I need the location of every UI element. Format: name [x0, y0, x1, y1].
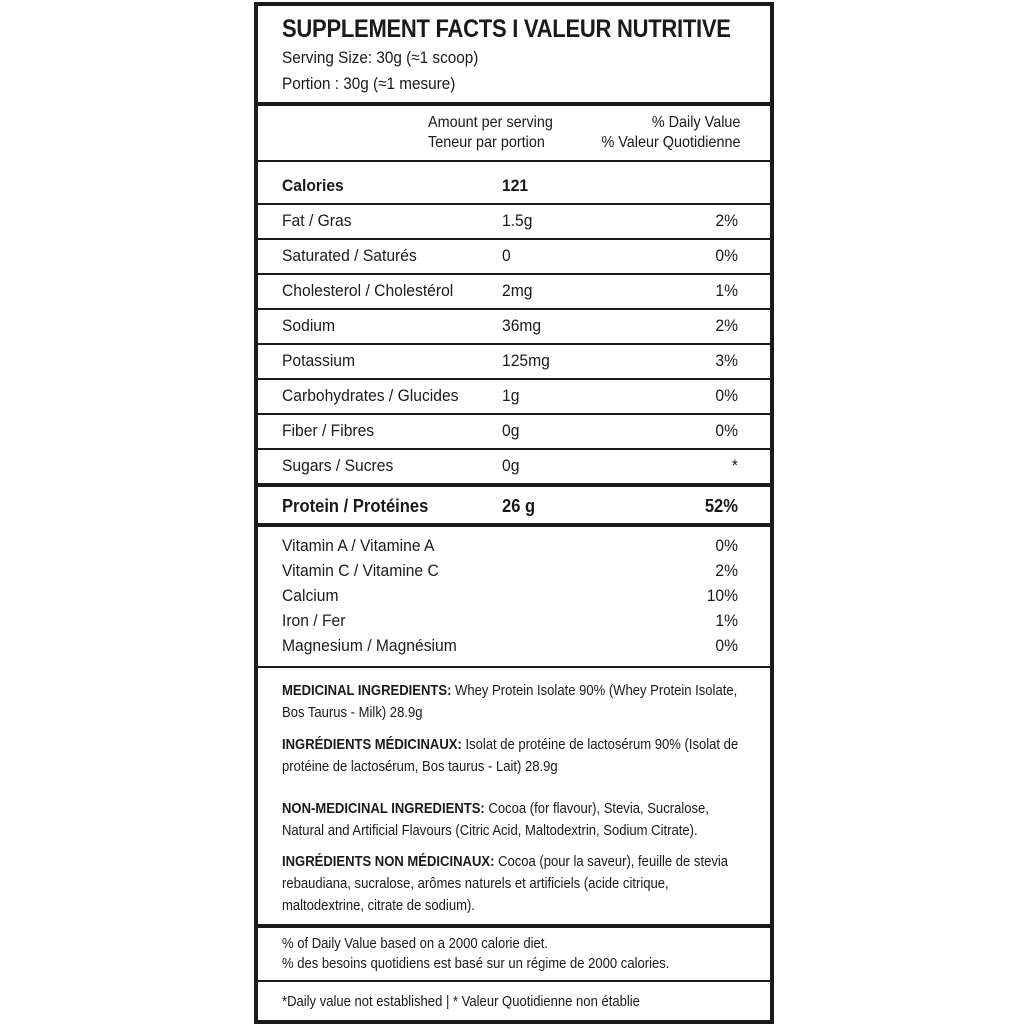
nutrient-amount: 0g: [502, 421, 520, 440]
vitamin-dv: 0%: [715, 636, 738, 655]
nutrient-dv: 3%: [715, 351, 738, 370]
nutrient-label: Cholesterol / Cholestérol: [282, 281, 454, 300]
vitamin-dv: 10%: [706, 586, 738, 605]
nutrient-amount: 36mg: [502, 316, 542, 335]
non-medicinal-ingredients-fr-heading: INGRÉDIENTS NON MÉDICINAUX:: [282, 854, 495, 870]
amount-header-fr: Teneur par portion: [428, 134, 545, 151]
nutrient-row-potassium: [258, 343, 770, 380]
nutrient-amount: 1g: [502, 386, 520, 405]
facts-title: SUPPLEMENT FACTS I VALEUR NUTRITIVE: [282, 15, 731, 43]
serving-size-fr: Portion : 30g (≈1 mesure): [282, 74, 456, 93]
non-medicinal-ingredients-fr: [282, 851, 750, 917]
vitamin-row-c: [258, 561, 770, 586]
dv-header-fr: % Valeur Quotidienne: [600, 134, 740, 151]
nutrient-amount: 1.5g: [502, 211, 533, 230]
supplement-facts-panel: [254, 2, 774, 1024]
nutrient-amount: 26 g: [502, 496, 536, 516]
nutrient-dv: 0%: [715, 246, 738, 265]
nutrient-row-carbohydrates: [258, 378, 770, 415]
divider: [258, 924, 770, 928]
nutrient-amount: 0: [502, 246, 511, 265]
vitamin-row-a: [258, 536, 770, 561]
medicinal-ingredients-fr-text: Isolat de protéine de lactosérum 90% (Isolat de protéine de lactosérum, Bos taurus - Lait) 28.9g: [282, 737, 739, 775]
facts-header: [258, 6, 770, 106]
nutrient-amount: 125mg: [502, 351, 550, 370]
nutrient-label: Potassium: [282, 351, 356, 370]
divider: [258, 666, 770, 668]
nutrient-row-protein: [258, 487, 770, 527]
non-medicinal-ingredients-en-text: Cocoa (for flavour), Stevia, Sucralose, Natural and Artificial Flavours (Citric Acid, Maltodextrin, Sodium Citrate).: [282, 801, 709, 839]
vitamin-label: Vitamin C / Vitamine C: [282, 561, 439, 580]
nutrient-amount: 0g: [502, 456, 520, 475]
medicinal-ingredients-fr-heading: INGRÉDIENTS MÉDICINAUX:: [282, 737, 462, 753]
vitamin-label: Calcium: [282, 586, 339, 605]
nutrient-row-sugars: [258, 448, 770, 487]
nutrient-row-fat: [258, 203, 770, 240]
daily-value-footnote-fr: % des besoins quotidiens est basé sur un régime de 2000 calories.: [282, 956, 670, 972]
nutrient-dv: 2%: [715, 316, 738, 335]
nutrient-dv: 52%: [704, 496, 738, 516]
non-medicinal-ingredients-en: [282, 798, 750, 842]
vitamin-dv: 0%: [715, 536, 738, 555]
medicinal-ingredients-en: [282, 680, 750, 724]
medicinal-ingredients-en-heading: MEDICINAL INGREDIENTS:: [282, 683, 452, 699]
non-medicinal-ingredients-fr-text: Cocoa (pour la saveur), feuille de stevia rebaudiana, sucralose, arômes naturels et artificiels (acide citrique, maltodextrine, citrate de sodium).: [282, 854, 729, 914]
not-established-footnote: *Daily value not established | * Valeur Quotidienne non établie: [282, 994, 640, 1010]
nutrient-label: Protein / Protéines: [282, 496, 429, 516]
medicinal-ingredients-en-text: Whey Protein Isolate 90% (Whey Protein Isolate, Bos Taurus - Milk) 28.9g: [282, 683, 738, 721]
medicinal-ingredients-fr: [282, 734, 750, 778]
nutrient-label: Carbohydrates / Glucides: [282, 386, 459, 405]
vitamin-label: Iron / Fer: [282, 611, 346, 630]
nutrient-label: Sodium: [282, 316, 336, 335]
nutrient-label: Calories: [282, 176, 344, 195]
nutrient-label: Saturated / Saturés: [282, 246, 417, 265]
nutrient-dv: 0%: [715, 386, 738, 405]
vitamin-row-iron: [258, 611, 770, 636]
vitamin-label: Vitamin A / Vitamine A: [282, 536, 435, 555]
serving-size-en: Serving Size: 30g (≈1 scoop): [282, 48, 479, 67]
nutrient-dv: 0%: [715, 421, 738, 440]
nutrient-label: Sugars / Sucres: [282, 456, 394, 475]
non-medicinal-ingredients-en-heading: NON-MEDICINAL INGREDIENTS:: [282, 801, 485, 817]
dv-header-en: % Daily Value: [651, 114, 740, 131]
vitamin-row-calcium: [258, 586, 770, 611]
vitamin-label: Magnesium / Magnésium: [282, 636, 457, 655]
nutrient-label: Fiber / Fibres: [282, 421, 375, 440]
nutrient-row-fiber: [258, 413, 770, 450]
nutrient-dv: 1%: [715, 281, 738, 300]
nutrient-amount: 2mg: [502, 281, 533, 300]
vitamin-row-magnesium: [258, 636, 770, 661]
nutrient-row-sodium: [258, 308, 770, 345]
nutrient-row-cholesterol: [258, 273, 770, 310]
nutrient-label: Fat / Gras: [282, 211, 352, 230]
nutrient-amount: 121: [502, 176, 529, 195]
vitamin-dv: 2%: [715, 561, 738, 580]
nutrient-dv: 2%: [715, 211, 738, 230]
nutrient-row-saturated: [258, 238, 770, 275]
divider: [258, 980, 770, 982]
daily-value-footnote: [282, 934, 750, 974]
daily-value-footnote-en: % of Daily Value based on a 2000 calorie diet.: [282, 936, 549, 952]
vitamin-dv: 1%: [715, 611, 738, 630]
nutrient-dv: *: [731, 456, 738, 475]
amount-header-en: Amount per serving: [428, 114, 553, 131]
nutrient-row-calories: [258, 168, 770, 205]
column-headers: [258, 106, 770, 162]
